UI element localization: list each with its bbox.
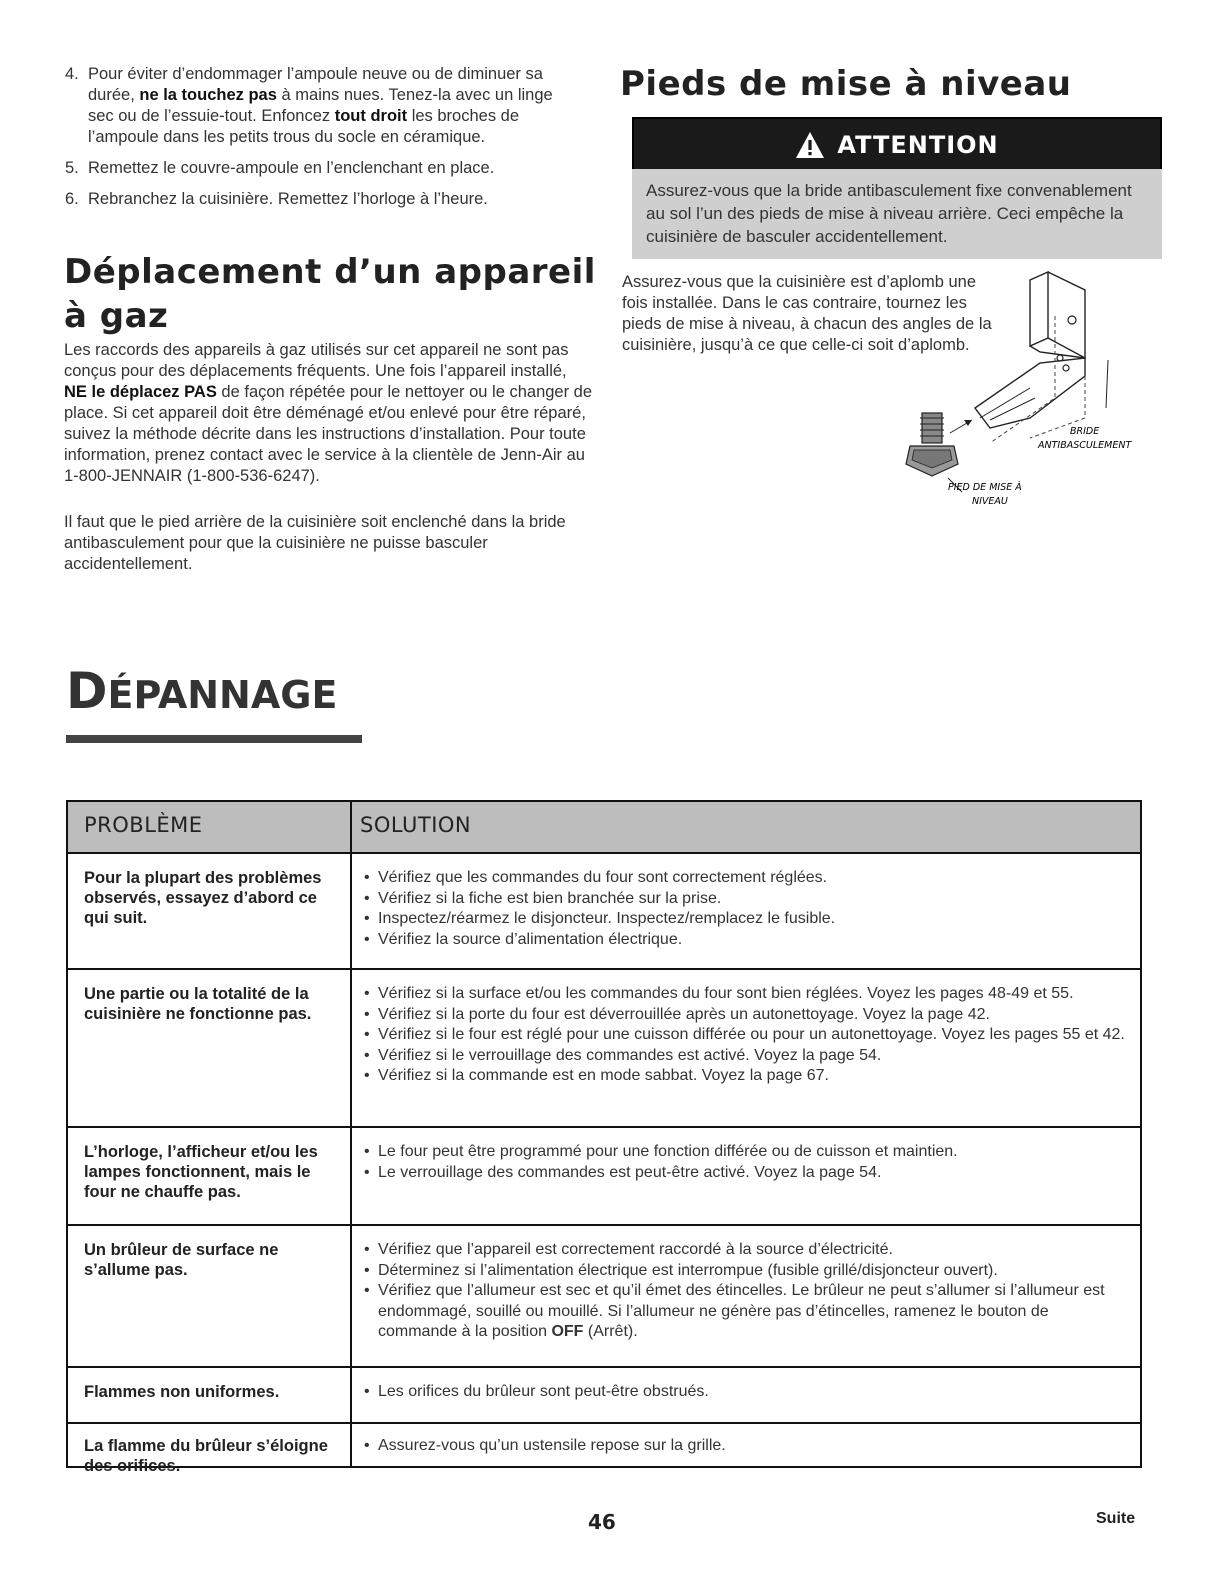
step-item: [60, 189, 580, 210]
title-rest: ÉPANNAGE: [107, 673, 338, 717]
troubleshooting-title: [66, 662, 337, 720]
solution-item: • Vérifiez si la porte du four est déverrouillée après un autonettoyage. Voyez la page 42.: [360, 1005, 1130, 1026]
gas-p1-text: Les raccords des appareils à gaz utilisés sur cet appareil ne sont pas conçus pour des déplacements fréquents. Une fois l’appareil installé,: [64, 341, 569, 380]
step-text: Rebranchez la cuisinière. Remettez l’horloge à l’heure.: [88, 190, 488, 208]
column-divider: [350, 802, 352, 1466]
table-row: [68, 1424, 1140, 1475]
step-text: Remettez le couvre-ampoule en l’enclenchant en place.: [88, 159, 495, 177]
step-item: [60, 64, 580, 148]
label-pied-line-1: PIED DE MISE À: [948, 482, 1022, 493]
step-number: 4.: [65, 65, 79, 83]
solution-item: • Vérifiez si le four est réglé pour une cuisson différée ou pour un autonettoyage. Voyez les pages 55 et 42.: [360, 1025, 1130, 1046]
solution-item: • Le four peut être programmé pour une fonction différée ou de cuisson et maintien.: [360, 1142, 1130, 1163]
solution-item: • Vérifiez si la surface et/ou les commandes du four sont bien réglées. Voyez les pages 48-49 et 55.: [360, 984, 1130, 1005]
problem-cell: Pour la plupart des problèmes observés, essayez d’abord ce qui suit.: [84, 869, 322, 927]
solution-item: • Inspectez/réarmez le disjoncteur. Inspectez/remplacez le fusible.: [360, 909, 1130, 930]
problem-cell: L’horloge, l’afficheur et/ou les lampes fonctionnent, mais le four ne chauffe pas.: [84, 1143, 318, 1201]
gas-paragraph-2: Il faut que le pied arrière de la cuisinière soit enclenché dans la bride antibasculement pour que la cuisinière ne puisse basculer accidentellement.: [64, 513, 566, 573]
solution-item: • Le verrouillage des commandes est peut-être activé. Voyez la page 54.: [360, 1163, 1130, 1184]
label-bride-line-2: ANTIBASCULEMENT: [1038, 440, 1132, 451]
table-row: [68, 854, 1140, 970]
anti-tip-bracket-diagram: [880, 268, 1170, 518]
header-problem: PROBLÈME: [84, 813, 203, 837]
table-row: [68, 970, 1140, 1128]
solution-item: • Déterminez si l’alimentation électrique est interrompue (fusible grillé/disjoncteur ouvert).: [360, 1261, 1130, 1282]
leveling-paragraph: Assurez-vous que la cuisinière est d’aplomb une fois installée. Dans le cas contraire, tournez les pieds de mise à niveau, à chacun des angles de la cuisinière, jusqu’à ce que celle-ci soit d’aplomb.: [622, 273, 992, 354]
step-emphasis: ne la touchez pas: [139, 86, 277, 104]
step-number: 5.: [65, 159, 79, 177]
step-item: [60, 158, 580, 179]
solution-item: • Vérifiez la source d’alimentation électrique.: [360, 930, 1130, 951]
leveling-section-title: Pieds de mise à niveau: [620, 64, 1072, 104]
warning-banner: [632, 117, 1162, 173]
troubleshooting-table: [66, 800, 1142, 1475]
solution-item: • Vérifiez que l’appareil est correctement raccordé à la source d’électricité.: [360, 1240, 1130, 1261]
page-number: 46: [588, 1510, 616, 1534]
label-pied-line-2: NIVEAU: [972, 496, 1008, 507]
step-number: 6.: [65, 190, 79, 208]
solution-item: • Vérifiez si la fiche est bien branchée sur la prise.: [360, 889, 1130, 910]
title-initial: D: [66, 662, 108, 720]
warning-triangle-icon: [795, 131, 825, 159]
solution-item: • Vérifiez que les commandes du four sont correctement réglées.: [360, 868, 1130, 889]
warning-title: ATTENTION: [837, 131, 999, 159]
step-text: les broches de l’ampoule dans les petits trous du socle en céramique.: [88, 107, 520, 146]
gas-p1-text: de façon répétée pour le nettoyer ou le changer de place. Si cet appareil doit être déménagé et/ou enlevé pour être réparé, suivez la méthode décrite dans les instructions d’installation. Pour toute information, prenez contact avec le service à la clientèle de Jenn-Air au 1-800-JENNAIR (1-800-536-6247).: [64, 383, 593, 485]
solution-item: • Assurez-vous qu’un ustensile repose sur la grille.: [360, 1436, 1130, 1457]
bulb-steps-list: [60, 64, 580, 220]
table-row: [68, 1226, 1140, 1368]
warning-box: [622, 117, 1172, 259]
solution-item: • Vérifiez si la commande est en mode sabbat. Voyez la page 67.: [360, 1066, 1130, 1087]
title-underline: [66, 735, 362, 743]
step-text: à mains nues. Tenez-la avec un linge sec ou de l’essuie-tout. Enfoncez: [88, 86, 553, 125]
step-text: Pour éviter d’endommager l’ampoule neuve ou de diminuer sa durée,: [88, 65, 543, 104]
solution-text: Vérifiez que l’allumeur est sec et qu’il émet des étincelles. Le brûleur ne peut s’allumer si l’allumeur est endommagé, souillé ou mouillé. Si l’allumeur ne génère pas d’étincelles, ramenez le bouton de commande à la position: [378, 1282, 1105, 1340]
solution-item: • Vérifiez si le verrouillage des commandes est activé. Voyez la page 54.: [360, 1046, 1130, 1067]
table-row: [68, 1128, 1140, 1226]
problem-cell: Un brûleur de surface ne s’allume pas.: [84, 1241, 279, 1279]
continued-label: Suite: [1096, 1510, 1136, 1527]
solution-item: • Les orifices du brûleur sont peut-être obstrués.: [360, 1382, 1130, 1403]
label-bride-line-1: BRIDE: [1070, 426, 1100, 437]
table-row: [68, 1368, 1140, 1424]
warning-text: Assurez-vous que la bride antibasculement fixe convenablement au sol l’un des pieds de mise à niveau arrière. Ceci empêche la cuisinière de basculer accidentellement.: [632, 169, 1162, 259]
gas-p1-emphasis: NE le déplacez PAS: [64, 383, 217, 401]
solution-list: [360, 984, 1130, 1087]
solution-list: [360, 1240, 1130, 1343]
solution-item: [360, 1281, 1130, 1343]
problem-cell: Une partie ou la totalité de la cuisinière ne fonctionne pas.: [84, 985, 312, 1023]
header-solution: SOLUTION: [360, 813, 472, 837]
table-header: [68, 802, 1140, 854]
gas-section-title: [64, 250, 604, 338]
bracket-illustration: [880, 268, 1170, 518]
solution-list: [360, 1436, 1130, 1457]
problem-cell: La flamme du brûleur s’éloigne des orifices.: [84, 1437, 328, 1475]
gas-paragraph-1: [64, 340, 594, 487]
solution-list: [360, 1142, 1130, 1183]
step-emphasis: tout droit: [334, 107, 408, 125]
gas-title-line-2: à gaz: [64, 296, 169, 336]
solution-text: (Arrêt).: [583, 1323, 638, 1340]
gas-title-line-1: Déplacement d’un appareil: [64, 252, 596, 292]
solution-list: [360, 868, 1130, 950]
problem-cell: Flammes non uniformes.: [84, 1383, 280, 1401]
solution-list: [360, 1382, 1130, 1403]
solution-emphasis: OFF: [551, 1323, 584, 1340]
